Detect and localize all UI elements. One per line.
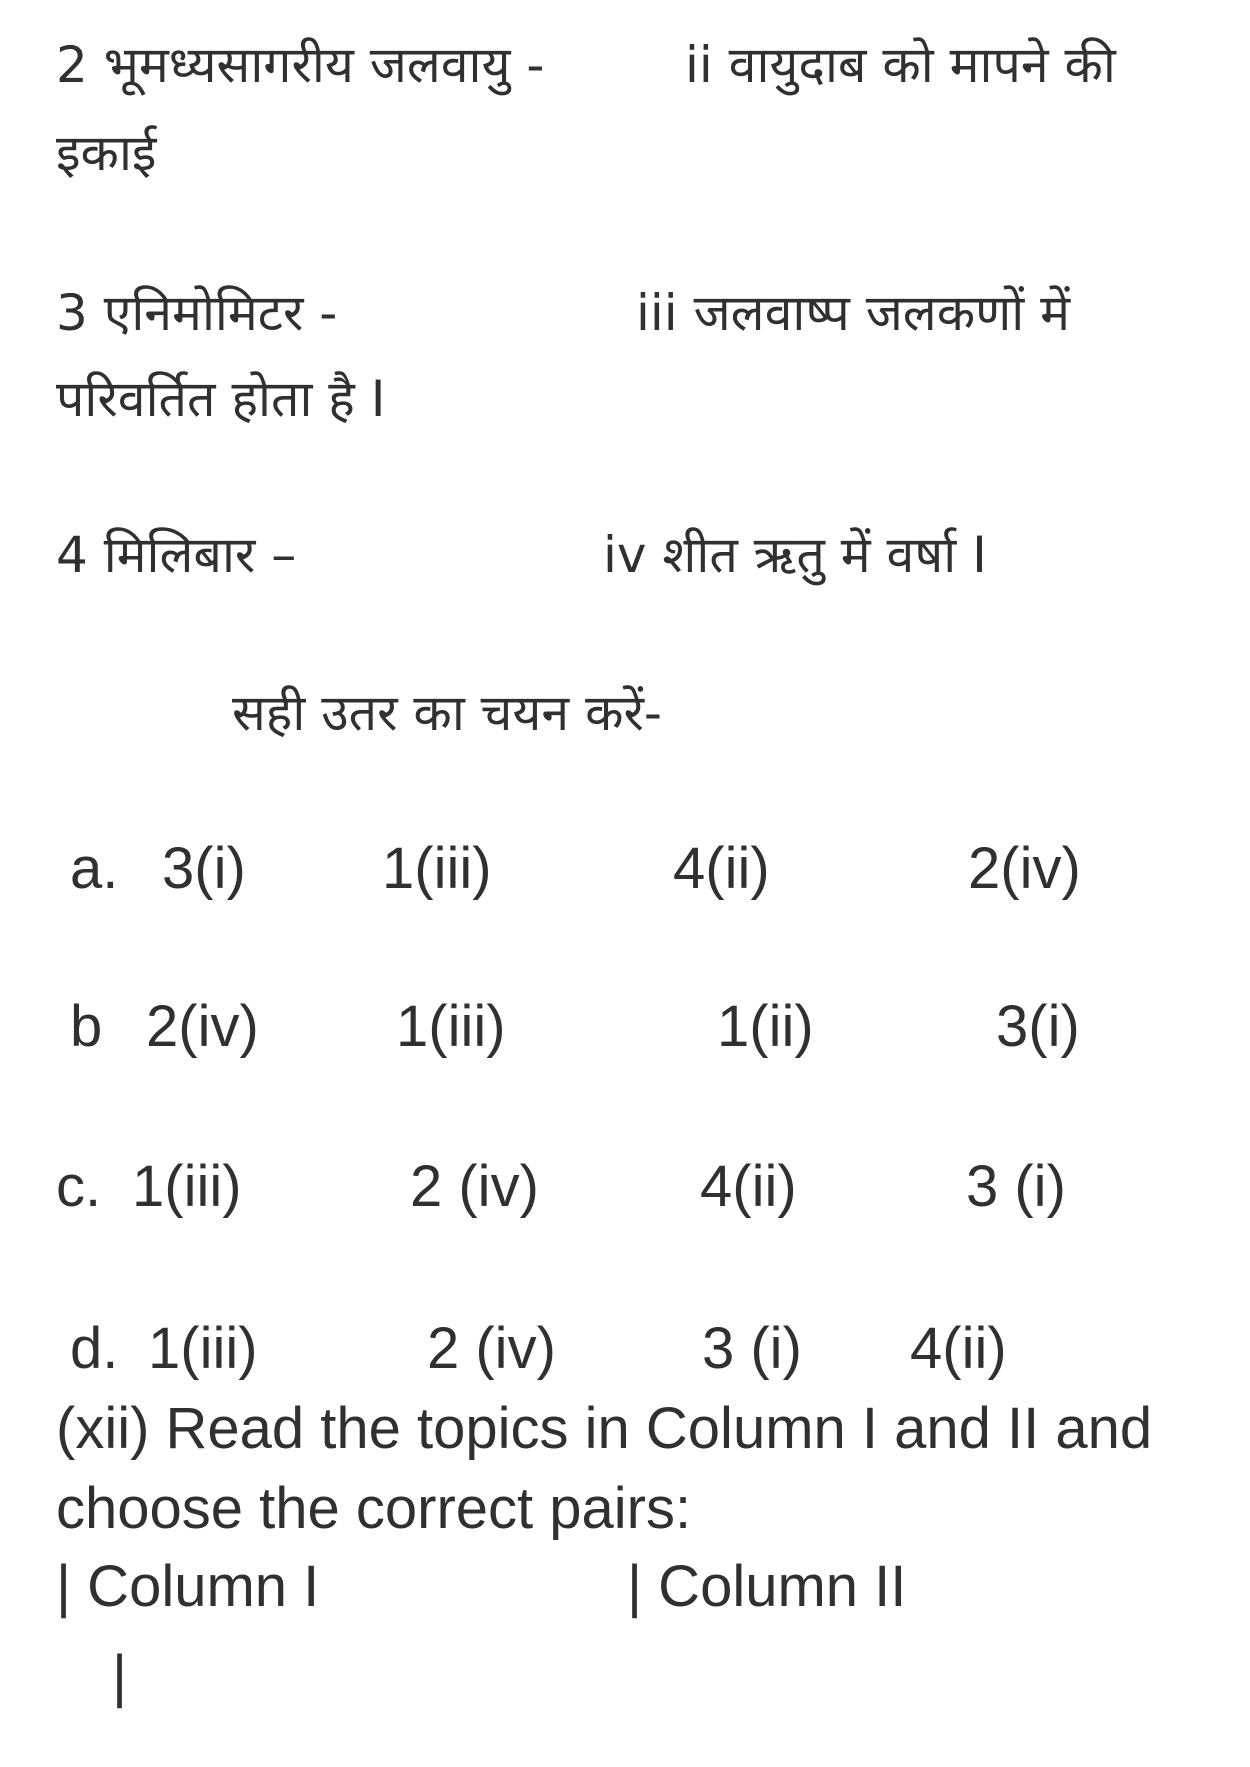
option-b-label: b [70, 994, 103, 1059]
question-xii-line2: choose the correct pairs: [56, 1476, 692, 1541]
option-c-item-4: 3 (i) [966, 1154, 1066, 1219]
option-c-item-1: 1(iii) [132, 1154, 242, 1219]
option-a-item-4: 2(iv) [968, 836, 1081, 901]
question-xii-line1: (xii) Read the topics in Column I and II and [56, 1396, 1153, 1461]
option-d-label: d. [70, 1316, 119, 1381]
option-d-item-1: 1(iii) [148, 1316, 258, 1381]
option-b-item-4: 3(i) [996, 994, 1080, 1059]
option-b-item-1: 2(iv) [146, 994, 259, 1059]
row2-continuation: इकाई [56, 124, 157, 182]
row2-left: 2 भूमध्यसागरीय जलवायु - [56, 36, 545, 94]
option-a-item-3: 4(ii) [673, 836, 770, 901]
option-d-item-4: 4(ii) [910, 1316, 1007, 1381]
option-c-label: c. [56, 1154, 102, 1219]
option-a-item-2: 1(iii) [382, 836, 492, 901]
table-bar: | [112, 1644, 128, 1709]
row3-right: iii जलवाष्प जलकणों में [636, 284, 1071, 342]
instruction: सही उतर का चयन करें- [232, 684, 662, 742]
column-1-header: | Column I [56, 1554, 320, 1619]
option-a-label: a. [70, 836, 119, 901]
option-d-item-3: 3 (i) [702, 1316, 802, 1381]
option-d-item-2: 2 (iv) [427, 1316, 556, 1381]
row4-right: iv शीत ऋतु में वर्षा I [603, 526, 987, 584]
option-a-item-1: 3(i) [162, 836, 246, 901]
option-c-item-2: 2 (iv) [410, 1154, 539, 1219]
row3-left: 3 एनिमोमिटर - [56, 284, 338, 342]
option-c-item-3: 4(ii) [700, 1154, 797, 1219]
row2-right: ii वायुदाब को मापने की [685, 36, 1116, 94]
option-b-item-2: 1(iii) [396, 994, 506, 1059]
row4-left: 4 मिलिबार – [56, 526, 297, 584]
row3-continuation: परिवर्तित होता है I [56, 370, 386, 428]
column-2-header: | Column II [627, 1554, 907, 1619]
option-b-item-3: 1(ii) [717, 994, 814, 1059]
